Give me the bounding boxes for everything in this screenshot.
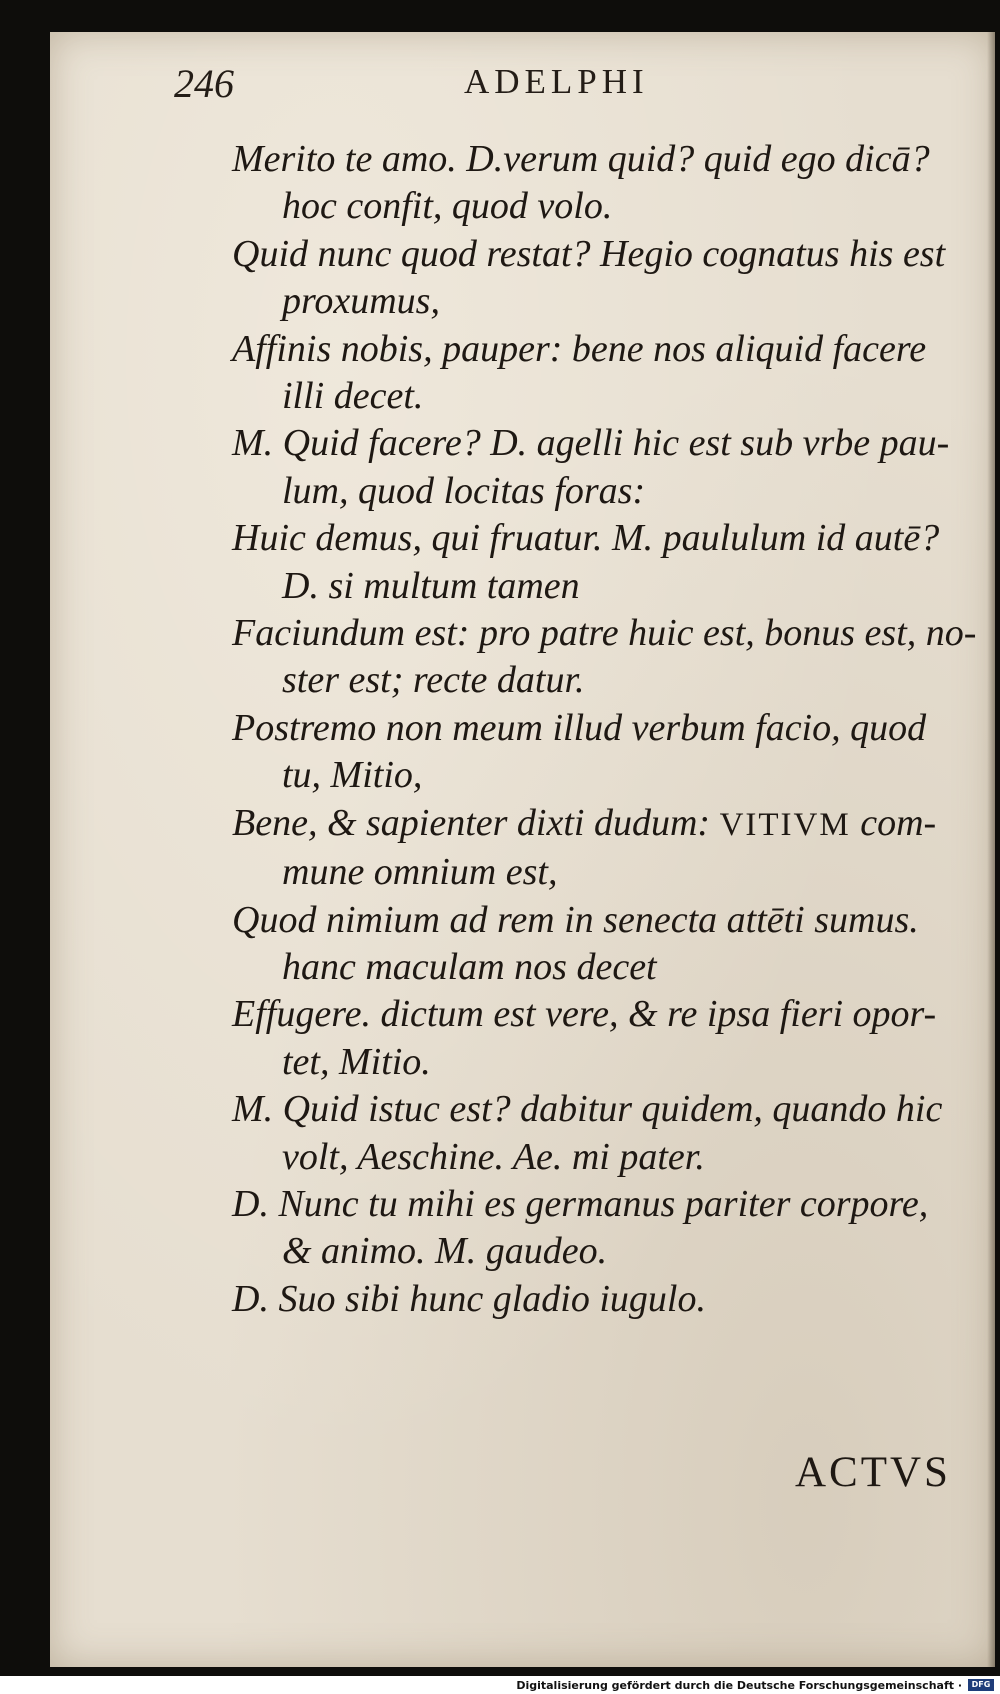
running-title: ADELPHI	[464, 62, 649, 101]
verse-line: D. Suo sibi hunc gladio iugulo.	[232, 1277, 706, 1320]
funding-note: Digitalisierung gefördert durch die Deutsche Forschungsgemeinschaft ·	[516, 1679, 962, 1692]
verse-line: illi decet.	[282, 375, 424, 418]
page-edge-shadow	[987, 32, 995, 1667]
verse-line: Quod nimium ad rem in senecta attēti sumus.	[232, 898, 919, 941]
verse-line: M. Quid facere? D. agelli hic est sub vrbe pau-	[232, 422, 950, 465]
verse-line: ster est; recte datur.	[282, 659, 585, 702]
verse-line: D. Nunc tu mihi es germanus pariter corpore,	[232, 1182, 929, 1225]
running-head	[174, 60, 934, 120]
verse-text	[232, 136, 977, 1323]
verse-line: lum, quod locitas foras:	[282, 469, 646, 512]
verse-line: hoc confit, quod volo.	[282, 185, 613, 228]
verse-line: Effugere. dictum est vere, & re ipsa fieri opor-	[232, 993, 937, 1036]
verse-line: Huic demus, qui fruatur. M. paululum id autē?	[232, 517, 940, 560]
verse-line: Merito te amo. D.verum quid? quid ego dicā?	[232, 138, 930, 180]
verse-line-text: com-	[850, 801, 937, 844]
verse-line: Quid nunc quod restat? Hegio cognatus his est	[232, 232, 946, 275]
verse-line: Postremo non meum illud verbum facio, quod	[232, 706, 927, 749]
verse-line: D. si multum tamen	[282, 564, 580, 607]
verse-line: Affinis nobis, pauper: bene nos aliquid facere	[232, 327, 927, 370]
verse-line: M. Quid istuc est? dabitur quidem, quando hic	[232, 1088, 943, 1131]
verse-line: Faciundum est: pro patre huic est, bonus est, no-	[232, 612, 977, 655]
verse-line: proxumus,	[282, 280, 440, 323]
dfg-logo: DFG	[968, 1679, 994, 1691]
verse-line: volt, Aeschine. Ae. mi pater.	[282, 1135, 705, 1178]
catchword: ACTVS	[795, 1449, 951, 1496]
verse-line	[232, 800, 977, 849]
verse-line-text: Bene, & sapienter dixti dudum:	[232, 801, 720, 844]
verse-line: & animo. M. gaudeo.	[282, 1230, 608, 1273]
verse-line: hanc maculam nos decet	[282, 945, 657, 988]
verse-line: tet, Mitio.	[282, 1040, 431, 1083]
verse-line: mune omnium est,	[282, 851, 558, 894]
page-number: 246	[174, 61, 234, 106]
small-caps-quote: VITIVM	[719, 806, 851, 843]
verse-line: tu, Mitio,	[282, 754, 423, 797]
